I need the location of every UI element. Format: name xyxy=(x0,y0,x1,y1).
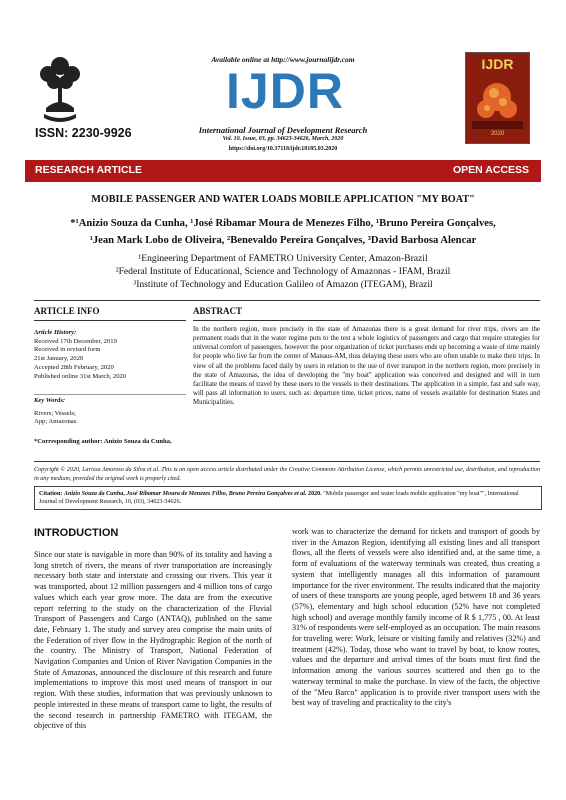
introduction-column-2: work was to characterize the demand for tickets and transport of goods by river in the Amazon Region, identifying all existing lines and all transport flows, all the fleets of vessels were also identified and, at the same time, a form of evaluations of the waterway terminals was created, thus creating a system that intelligently manages all this information of paramount importance for the river environment. The results indicated that the majority of users of these transports are young people, aged between 18 and 36 years (57%), elementary and high school education (52% have not completed high school) and average monthly family income of R $ 1,775 , 00. At least 31% of respondents were self-employed as an occupation. The main reasons for traveling were: Work, leisure or visiting family and relatives (32%) and treatment (42%). Today, those who want to travel by boat, to know routes, values and the departure and arrival times of the boats must first find the information among the various sources scattered and then go to the waterway terminal to make the purchase. In view of the facts, the objective of the "Meu Barco" application is to provide river transport users with the best way of traveling and practicality to the city's xyxy=(292,527,540,708)
author-line-1: *¹Anizio Souza da Cunha, ¹José Ribamar Moura de Menezes Filho, ¹Bruno Pereira Gonçalves, xyxy=(70,218,496,229)
article-history xyxy=(34,329,186,381)
abstract-heading: ABSTRACT xyxy=(193,306,243,316)
copyright-notice: Copyright © 2020, Larissa Amoroso da Silva et al. This is an open access article distributed under the Creative Commons Attribution License, which permits unrestricted use, distribution, and reproduction in any medium, provided the original work is properly cited. xyxy=(34,467,540,482)
history-item: Published online 31st March, 2020 xyxy=(34,372,127,380)
article-info-heading: ARTICLE INFO xyxy=(34,306,100,316)
cover-title: IJDR xyxy=(481,56,514,72)
keywords-line: Rivers; Vessels; xyxy=(34,409,76,417)
citation-box xyxy=(34,486,542,510)
journal-logo-text: IJDR xyxy=(226,63,344,119)
journal-name: International Journal of Development Research xyxy=(198,125,368,135)
history-item: Received 17th December, 2019 xyxy=(34,337,117,345)
issn-label: ISSN: 2230-9926 xyxy=(35,126,132,140)
open-access-label: OPEN ACCESS xyxy=(452,164,529,176)
divider xyxy=(34,320,186,321)
cover-year: 2020 xyxy=(490,131,505,137)
abstract-text: In the northern region, more precisely in the state of Amazonas there is a great demand for river trips, rivers are the permanent roads that in the water regime puts to the test a whole logistics of passengers and cargo that require strategies for universal comfort of passengers, however the poor organization of ticket purchases ends up becoming a waste of time mainly for people who live far from the center of Manaus-AM, thus delaying these users who are often unable to make their trips. In view of all the problems faced daily by users in relation to the use of river transport in the northern region, more precisely in the state of Amazonas, the idea of developing the "my boat" application was conceived and designed and will in turn facilitate the means of travel by these users to the vessels to their destinations. The application in a simple, fast and safe way, will pass all information to users, such as: departure time, ticket prices, name of vessels available for destination States and Municipalities. xyxy=(193,326,540,407)
history-item: Received in revised form xyxy=(34,346,101,354)
keywords-label: Key Words: xyxy=(34,397,66,404)
author-list xyxy=(40,215,526,249)
divider xyxy=(34,300,540,301)
citation-label: Citation: xyxy=(39,491,63,497)
divider xyxy=(34,394,186,395)
citation-year: 2020. xyxy=(308,491,322,497)
divider xyxy=(193,320,540,321)
introduction-column-1: Since our state is navigable in more than 90% of its totality and having a long stretch of rivers, the means of river transportation are increasingly necessary both state and interstate and crossing our rivers. This year it was transported, about 12 million passengers and 4 million tons of cargo values which each year grow more. The data are from the executive report referring to the study on the characterization of the Fluvial Transport of Passengers and Cargo (ANTAQ), published on the same date, February 1. The study and survey area comprise the main units of the Federation of river flow in the Hydrographic Region of the north of the country. The Ministry of Transport, National Federation of Navigation Companies and Union of River Navigation Companies in the State of Amazonas, announced the disclosure of this research and future implementations to improve this most used means of transport in our region. With these studies, information that was previously unknown to people interested in these means of transport came to light, the results of the second research in partnership FAMETRO with ITEGAM, the objective of this xyxy=(34,550,272,731)
keywords xyxy=(34,397,186,427)
article-title: MOBILE PASSENGER AND WATER LOADS MOBILE APPLICATION "MY BOAT" xyxy=(91,194,475,205)
volume-line: Vol. 10, Issue, 03, pp. 34623-34626, March, 2020 xyxy=(222,136,344,142)
research-article-label: RESEARCH ARTICLE xyxy=(35,164,142,176)
citation-authors: Anizio Souza da Cunha, José Ribamar Moura de Menezes Filho, Bruno Pereira Gonçalves et al. xyxy=(63,491,307,497)
available-online-link[interactable]: Available online at http://www.journalijdr.com xyxy=(211,55,355,64)
corresponding-author: *Corresponding author: Anizio Souza da Cunha, xyxy=(34,438,172,445)
keywords-line: App; Amazonas. xyxy=(34,418,78,426)
history-label: Article History: xyxy=(34,329,77,336)
citation-rest: "Mobile passenger and water loads mobile application "my boat"", International Journal of Development Research, 10, (03), 34623-34626. xyxy=(39,491,519,506)
affiliation-2: ²Federal Institute of Educational, Science and Technology of Amazonas - IFAM, Brazil xyxy=(115,265,451,277)
affiliation-3: ³Institute of Technology and Education Galileo of Amazon (ITEGAM), Brazil xyxy=(133,278,433,290)
coral-illustration-icon xyxy=(472,75,523,129)
doi-link[interactable]: https://doi.org/10.37118/ijdr.18185.03.2020 xyxy=(228,146,338,152)
affiliation-1: ¹Engineering Department of FAMETRO University Center, Amazon-Brazil xyxy=(138,253,428,264)
history-item: Accepted 28th February, 2020 xyxy=(34,363,114,371)
affiliations xyxy=(40,253,526,291)
history-item: 21st January, 2020 xyxy=(34,355,84,363)
journal-cover-image xyxy=(465,52,530,144)
author-line-2: ¹Jean Mark Lobo de Oliveira, ²Benevaldo Pereira Gonçalves, ³David Barbosa Alencar xyxy=(89,235,477,246)
introduction-heading: INTRODUCTION xyxy=(34,527,119,539)
article-type-banner xyxy=(25,160,541,182)
divider xyxy=(34,461,540,462)
